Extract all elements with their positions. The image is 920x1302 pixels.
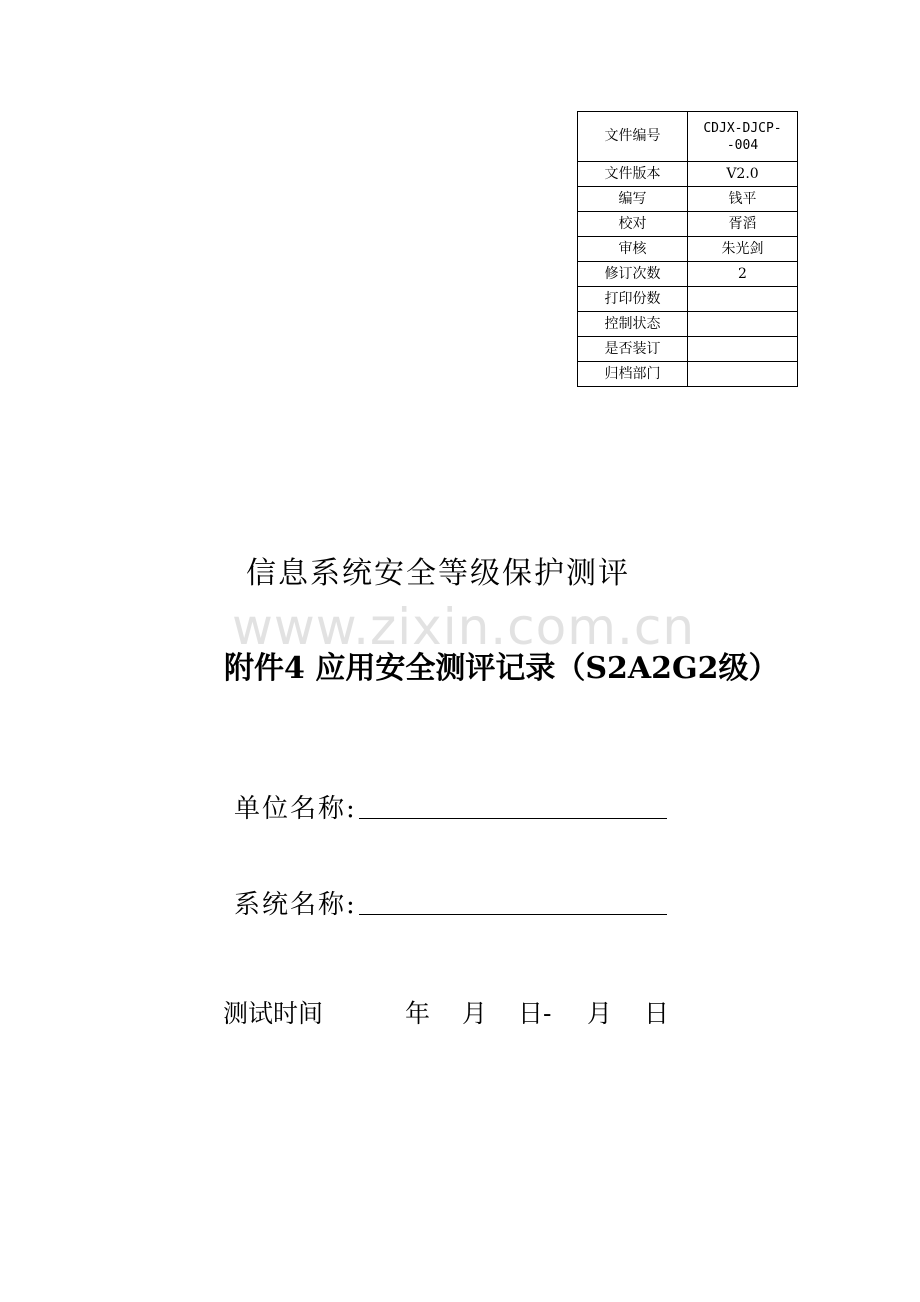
bound-value	[688, 337, 798, 362]
table-row	[578, 187, 798, 212]
unit-name-blank	[359, 792, 667, 819]
table-row	[578, 112, 798, 162]
doc-number-label: 文件编号	[578, 112, 688, 162]
reviewer-value: 朱光剑	[688, 237, 798, 262]
table-row	[578, 312, 798, 337]
doc-version-value: V2.0	[688, 162, 798, 187]
control-status-value	[688, 312, 798, 337]
archive-dept-label: 归档部门	[578, 362, 688, 387]
proofreader-value: 胥滔	[688, 212, 798, 237]
author-label: 编写	[578, 187, 688, 212]
reviewer-label: 审核	[578, 237, 688, 262]
page-title: 信息系统安全等级保护测评	[246, 556, 630, 591]
table-row	[578, 212, 798, 237]
archive-dept-value	[688, 362, 798, 387]
control-status-label: 控制状态	[578, 312, 688, 337]
system-name-blank	[359, 888, 667, 915]
table-row	[578, 287, 798, 312]
end-day-label: 日	[644, 999, 670, 1028]
print-copies-label: 打印份数	[578, 287, 688, 312]
system-name-field	[234, 884, 667, 921]
year-label: 年	[405, 999, 431, 1028]
table-row	[578, 337, 798, 362]
doc-number-value: CDJX-DJCP- -004	[688, 112, 798, 162]
author-value: 钱平	[688, 187, 798, 212]
table-row	[578, 237, 798, 262]
table-row	[578, 262, 798, 287]
end-month-label: 月	[587, 999, 613, 1028]
revision-count-label: 修订次数	[578, 262, 688, 287]
proofreader-label: 校对	[578, 212, 688, 237]
document-control-table	[577, 111, 798, 387]
month-label: 月	[462, 999, 488, 1028]
system-name-label: 系统名称:	[234, 890, 357, 920]
unit-name-label: 单位名称:	[234, 794, 357, 824]
table-row	[578, 162, 798, 187]
page-subtitle: 附件4 应用安全测评记录（S2A2G2级）	[224, 651, 779, 686]
revision-count-value: 2	[688, 262, 798, 287]
print-copies-value	[688, 287, 798, 312]
unit-name-field	[234, 788, 667, 825]
doc-version-label: 文件版本	[578, 162, 688, 187]
day-label: 日-	[518, 999, 552, 1028]
bound-label: 是否装订	[578, 337, 688, 362]
table-row	[578, 362, 798, 387]
watermark: www.zixin.com.cn	[232, 598, 696, 656]
test-time-label: 测试时间	[223, 999, 324, 1028]
